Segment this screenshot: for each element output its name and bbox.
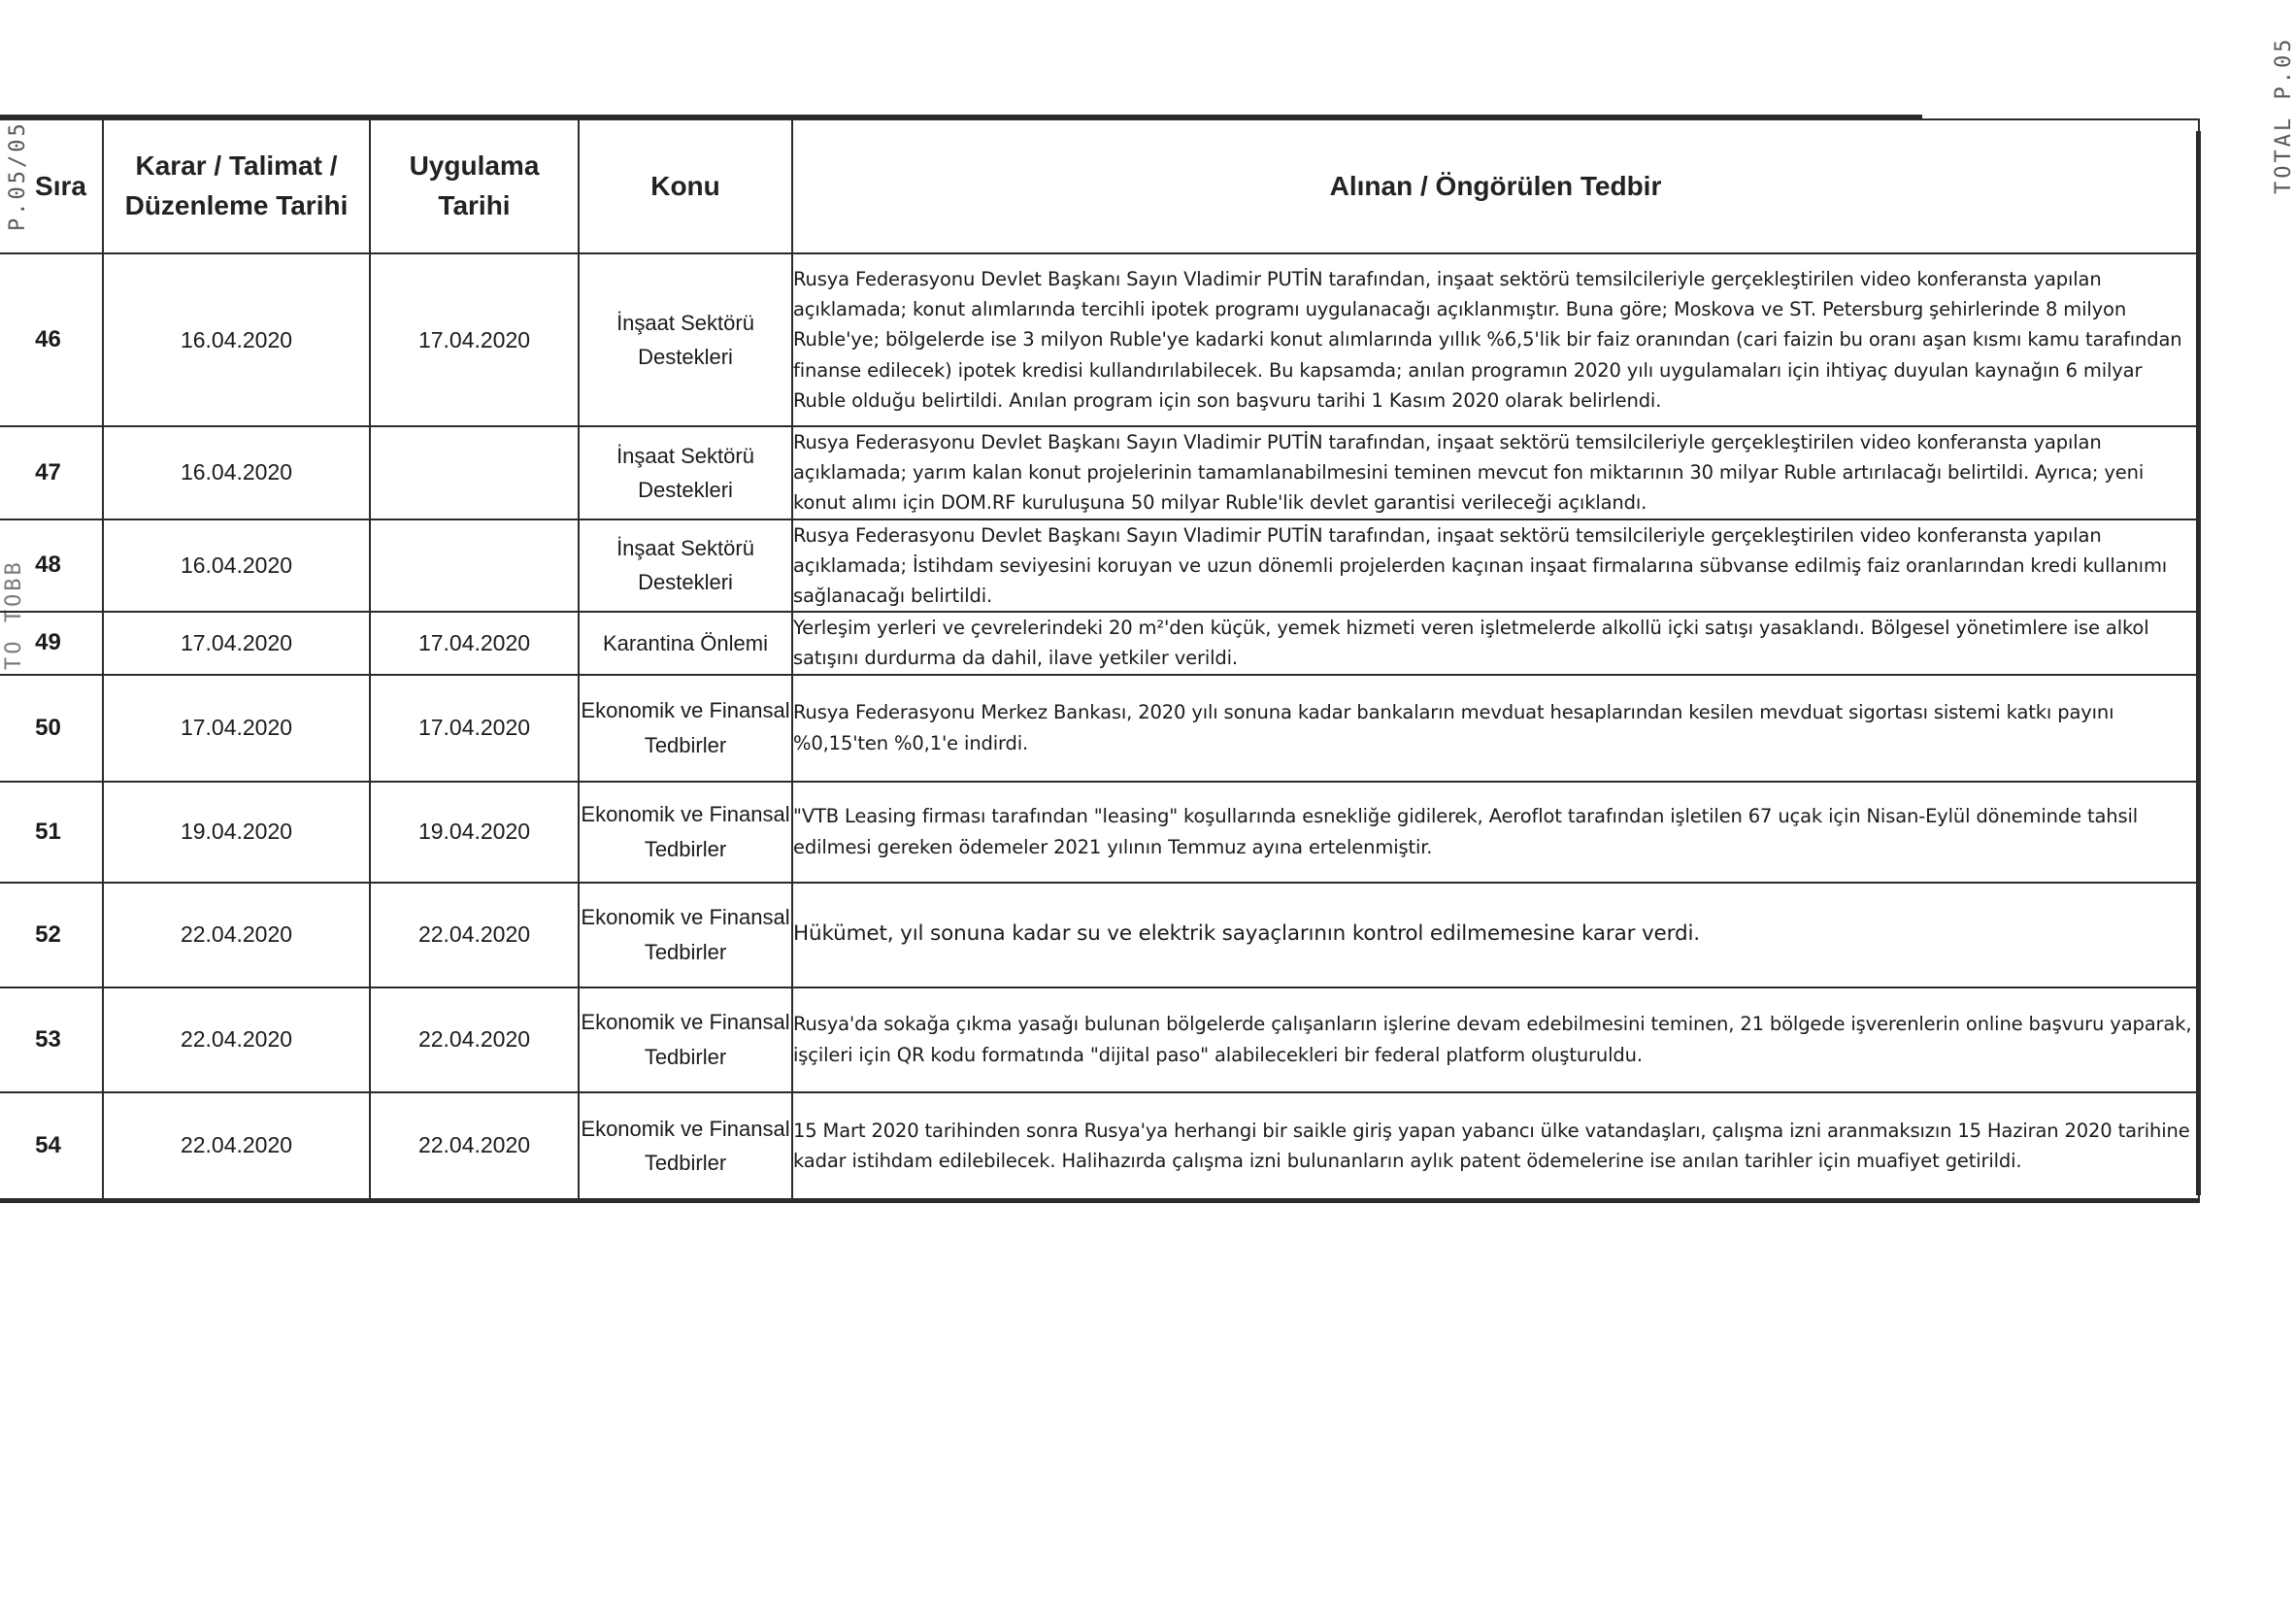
table-row bbox=[0, 987, 2199, 1092]
row-number: 50 bbox=[0, 675, 103, 782]
karar-date: 16.04.2020 bbox=[103, 426, 370, 519]
row-number: 53 bbox=[0, 987, 103, 1092]
fax-total-stamp: TOTAL P.05 bbox=[2272, 36, 2296, 194]
uygulama-date bbox=[370, 519, 579, 613]
fax-sender-stamp: TO TOBB bbox=[2, 559, 26, 670]
row-number: 47 bbox=[0, 426, 103, 519]
karar-date: 16.04.2020 bbox=[103, 519, 370, 613]
karar-date: 19.04.2020 bbox=[103, 782, 370, 883]
topic: Ekonomik ve Finansal Tedbirler bbox=[579, 782, 792, 883]
row-number: 52 bbox=[0, 883, 103, 987]
measure-text: Hükümet, yıl sonuna kadar su ve elektrik sayaçlarının kontrol edilmemesine karar verdi. bbox=[792, 883, 2199, 987]
uygulama-date: 22.04.2020 bbox=[370, 987, 579, 1092]
table-row bbox=[0, 782, 2199, 883]
uygulama-date: 17.04.2020 bbox=[370, 612, 579, 674]
table-row bbox=[0, 612, 2199, 674]
karar-date: 22.04.2020 bbox=[103, 987, 370, 1092]
row-number: 48 bbox=[0, 519, 103, 613]
measure-text: Rusya Federasyonu Devlet Başkanı Sayın Vladimir PUTİN tarafından, inşaat sektörü temsilcileriyle gerçekleştirilen video konferansta yapılan açıklamada; yarım kalan konut projelerinin tamamlanabilmesini teminen mevcut fon miktarının 30 milyar Ruble artırılacağı belirtildi. Ayrıca; yeni konut alımı için DOM.RF kuruluşuna 50 milyar Ruble'lik devlet garantisi verileceği açıklandı. bbox=[792, 426, 2199, 519]
row-number: 46 bbox=[0, 253, 103, 426]
topic: İnşaat Sektörü Destekleri bbox=[579, 519, 792, 613]
header-uygulama-tarihi: Uygulama Tarihi bbox=[370, 119, 579, 253]
fax-page-stamp: P.05/05 bbox=[6, 120, 30, 231]
uygulama-date: 22.04.2020 bbox=[370, 1092, 579, 1201]
measure-text: Rusya Federasyonu Merkez Bankası, 2020 yılı sonuna kadar bankaların mevduat hesaplarından kesilen mevduat sigortası sistemi katkı payını %0,15'ten %0,1'e indirdi. bbox=[792, 675, 2199, 782]
topic: Ekonomik ve Finansal Tedbirler bbox=[579, 987, 792, 1092]
topic: İnşaat Sektörü Destekleri bbox=[579, 253, 792, 426]
measure-text: Yerleşim yerleri ve çevrelerindeki 20 m²'den küçük, yemek hizmeti veren işletmelerde alkollü içki satışı yasaklandı. Bölgesel yönetimlere ise alkol satışını durdurma da dahil, ilave yetkiler verildi. bbox=[792, 612, 2199, 674]
topic: Ekonomik ve Finansal Tedbirler bbox=[579, 883, 792, 987]
header-karar-tarihi: Karar / Talimat / Düzenleme Tarihi bbox=[103, 119, 370, 253]
table-row bbox=[0, 883, 2199, 987]
karar-date: 17.04.2020 bbox=[103, 675, 370, 782]
uygulama-date: 22.04.2020 bbox=[370, 883, 579, 987]
table-row bbox=[0, 426, 2199, 519]
table-row bbox=[0, 519, 2199, 613]
topic: Ekonomik ve Finansal Tedbirler bbox=[579, 1092, 792, 1201]
table-row bbox=[0, 253, 2199, 426]
topic: Karantina Önlemi bbox=[579, 612, 792, 674]
measures-table bbox=[0, 118, 2200, 1203]
topic: Ekonomik ve Finansal Tedbirler bbox=[579, 675, 792, 782]
topic: İnşaat Sektörü Destekleri bbox=[579, 426, 792, 519]
header-tedbir: Alınan / Öngörülen Tedbir bbox=[792, 119, 2199, 253]
uygulama-date bbox=[370, 426, 579, 519]
karar-date: 17.04.2020 bbox=[103, 612, 370, 674]
table-row bbox=[0, 675, 2199, 782]
row-number: 54 bbox=[0, 1092, 103, 1201]
measure-text: "VTB Leasing firması tarafından "leasing" koşullarında esnekliğe gidilerek, Aeroflot tarafından işletilen 67 uçak için Nisan-Eylül döneminde tahsil edilmesi gereken ödemeler 2021 yılının Temmuz ayına ertelenmiştir. bbox=[792, 782, 2199, 883]
measure-text: Rusya'da sokağa çıkma yasağı bulunan bölgelerde çalışanların işlerine devam edebilmesini teminen, 21 bölgede işverenlerin online başvuru yaparak, işçileri için QR kodu formatında "dijital paso" alabilecekleri bir federal platform oluşturuldu. bbox=[792, 987, 2199, 1092]
karar-date: 22.04.2020 bbox=[103, 883, 370, 987]
row-number: 49 bbox=[0, 612, 103, 674]
uygulama-date: 17.04.2020 bbox=[370, 253, 579, 426]
header-konu: Konu bbox=[579, 119, 792, 253]
uygulama-date: 19.04.2020 bbox=[370, 782, 579, 883]
row-number: 51 bbox=[0, 782, 103, 883]
measure-text: Rusya Federasyonu Devlet Başkanı Sayın Vladimir PUTİN tarafından, inşaat sektörü temsilcileriyle gerçekleştirilen video konferansta yapılan açıklamada; konut alımlarında tercihli ipotek programı uygulanacağı açıklanmıştır. Buna göre; Moskova ve ST. Petersburg şehirlerinde 8 milyon Ruble'ye; bölgelerde ise 3 milyon Ruble'ye kadarki konut alımlarında yıllık %6,5'lik bir faiz oranından (cari faizin bu oranı aşan kısmı kamu tarafından finanse edilecek) ipotek kredisi kullandırılabilecek. Bu kapsamda; anılan programın 2020 yılı uygulamaları için ihtiyaç duyulan kaynağın 6 milyar Ruble olduğu belirtildi. Anılan program için son başvuru tarihi 1 Kasım 2020 olarak belirlendi. bbox=[792, 253, 2199, 426]
header-row bbox=[0, 119, 2199, 253]
header-sira: Sıra bbox=[0, 119, 103, 253]
uygulama-date: 17.04.2020 bbox=[370, 675, 579, 782]
karar-date: 16.04.2020 bbox=[103, 253, 370, 426]
karar-date: 22.04.2020 bbox=[103, 1092, 370, 1201]
table-row bbox=[0, 1092, 2199, 1201]
measure-text: 15 Mart 2020 tarihinden sonra Rusya'ya herhangi bir saikle giriş yapan yabancı ülke vatandaşları, çalışma izni aranmaksızın 15 Haziran 2020 tarihine kadar istihdam edilebilecek. Halihazırda çalışma izni bulunanların aylık patent ödemelerine ise anılan tarihler için muafiyet getirildi. bbox=[792, 1092, 2199, 1201]
measure-text: Rusya Federasyonu Devlet Başkanı Sayın Vladimir PUTİN tarafından, inşaat sektörü temsilcileriyle gerçekleştirilen video konferansta yapılan açıklamada; İstihdam seviyesini koruyan ve uzun dönemli projelerden kaçınan inşaat firmalarına sübvanse edilmiş faiz oranlarından kredi kullanımı sağlanacağı belirtildi. bbox=[792, 519, 2199, 613]
